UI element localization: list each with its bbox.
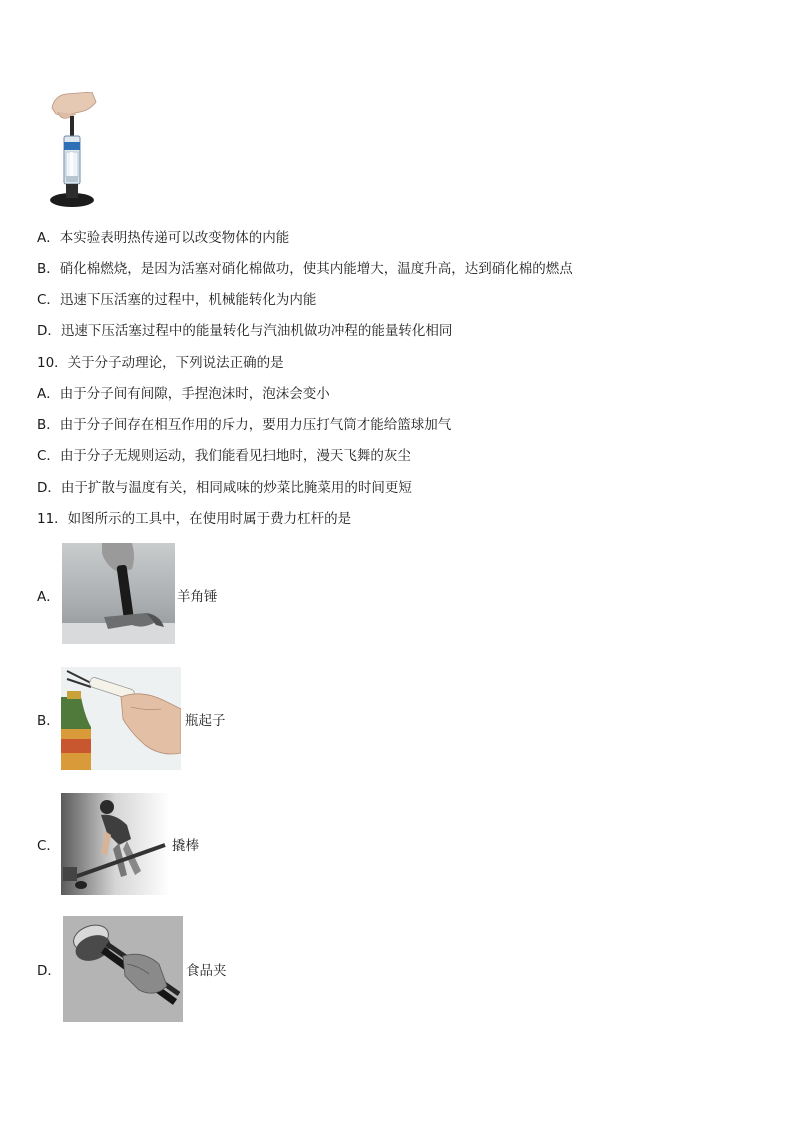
- q11-option-b-text: 瓶起子: [185, 713, 226, 729]
- q11-stem: 11．如图所示的工具中，在使用时属于费力杠杆的是: [37, 511, 352, 527]
- option-label: D．: [37, 323, 61, 339]
- q11-option-a-label: A．: [37, 589, 60, 605]
- option-text: 由于分子间存在相互作用的斥力，要用力压打气筒才能给篮球加气: [59, 417, 452, 433]
- option-label: D．: [37, 480, 61, 496]
- q10-option-a: [37, 385, 330, 403]
- q9-option-b: [37, 260, 573, 278]
- claw-hammer-photo: [62, 543, 175, 644]
- option-text: 由于扩散与温度有关，相同咸味的炒菜比腌菜用的时间更短: [60, 480, 412, 496]
- q11-option-d-text: 食品夹: [186, 963, 227, 979]
- option-text: 迅速下压活塞的过程中，机械能转化为内能: [59, 292, 317, 308]
- option-text: 迅速下压活塞过程中的能量转化与汽油机做功冲程的能量转化相同: [60, 323, 453, 339]
- q9-option-a: [37, 229, 289, 247]
- piston-cylinder-figure: [44, 92, 100, 212]
- q11-option-c-text: 撬棒: [172, 838, 199, 854]
- option-label: B．: [37, 417, 60, 433]
- q11-option-c-label: C．: [37, 838, 60, 854]
- bottle-opener-photo: [61, 667, 181, 770]
- q11-option-d-label: D．: [37, 963, 61, 979]
- q9-option-c: [37, 291, 316, 309]
- q10-option-c: [37, 447, 411, 465]
- q11-option-b-label: B．: [37, 713, 60, 729]
- crowbar-photo: [61, 793, 170, 895]
- option-text: 硝化棉燃烧，是因为活塞对硝化棉做功，使其内能增大，温度升高，达到硝化棉的燃点: [59, 261, 573, 277]
- option-text: 由于分子无规则运动，我们能看见扫地时，漫天飞舞的灰尘: [59, 448, 411, 464]
- option-label: C．: [37, 448, 60, 464]
- option-text: 本实验表明热传递可以改变物体的内能: [59, 230, 290, 246]
- option-text: 由于分子间有间隙，手捏泡沫时，泡沫会变小: [59, 386, 330, 402]
- q10-option-b: [37, 416, 451, 434]
- option-label: B．: [37, 261, 60, 277]
- q9-option-d: [37, 322, 452, 340]
- option-label: C．: [37, 292, 60, 308]
- option-label: A．: [37, 230, 60, 246]
- food-tongs-photo: [63, 916, 183, 1022]
- q10-stem: 10．关于分子动理论，下列说法正确的是: [37, 355, 284, 371]
- option-label: A．: [37, 386, 60, 402]
- q10-option-d: [37, 479, 412, 497]
- q11-option-a-text: 羊角锤: [177, 589, 218, 605]
